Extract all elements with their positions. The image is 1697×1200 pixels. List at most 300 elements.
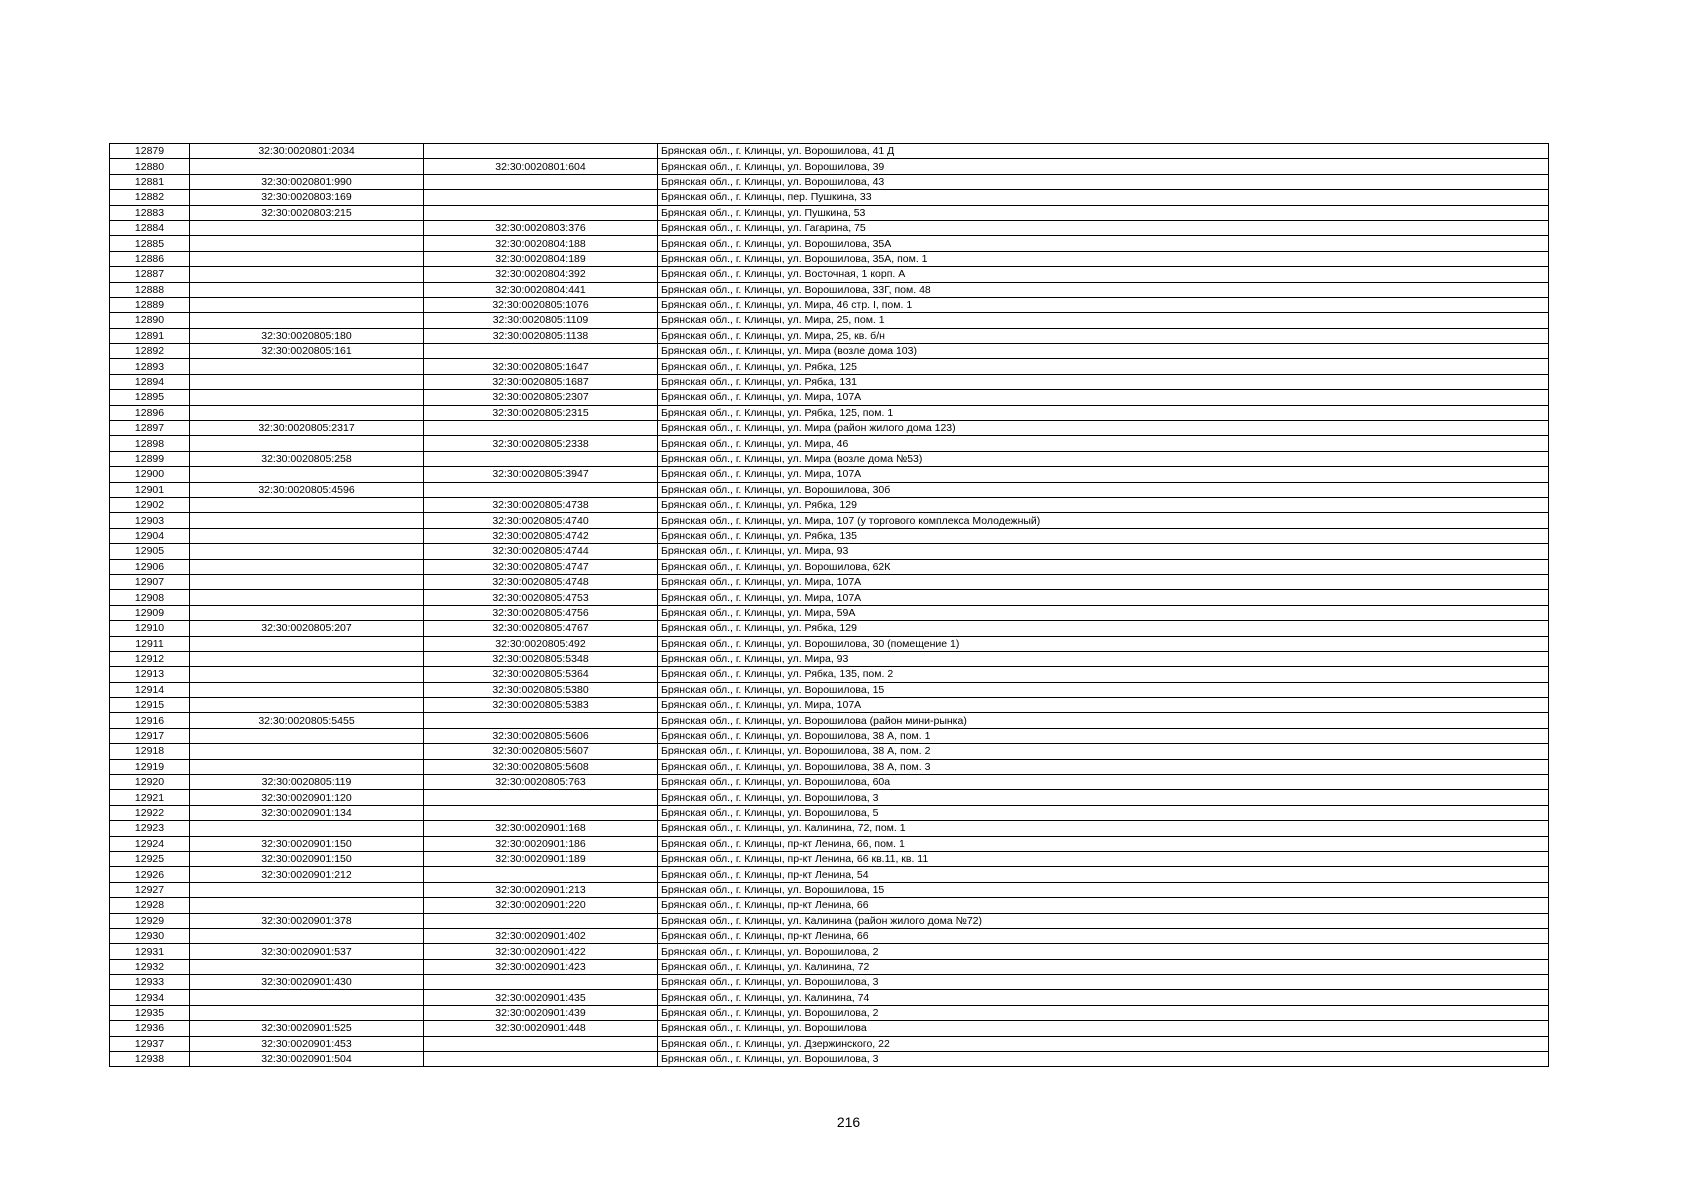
table-row xyxy=(110,651,1549,666)
row-number-cell: 12903 xyxy=(110,513,190,528)
building-cadastral-number-cell: 32:30:0020805:4767 xyxy=(424,621,658,636)
land-cadastral-number-cell: 32:30:0020803:215 xyxy=(190,205,424,220)
building-cadastral-number-cell xyxy=(424,1052,658,1067)
building-cadastral-number-cell: 32:30:0020901:448 xyxy=(424,1021,658,1036)
row-number-cell: 12924 xyxy=(110,836,190,851)
building-cadastral-number-cell: 32:30:0020901:189 xyxy=(424,851,658,866)
table-row xyxy=(110,805,1549,820)
land-cadastral-number-cell xyxy=(190,497,424,512)
registry-table-body xyxy=(110,144,1549,1067)
address-cell: Брянская обл., г. Клинцы, ул. Ворошилова, 60а xyxy=(658,775,1549,790)
row-number-cell: 12927 xyxy=(110,882,190,897)
address-cell: Брянская обл., г. Клинцы, ул. Калинина, 74 xyxy=(658,990,1549,1005)
row-number-cell: 12932 xyxy=(110,959,190,974)
table-row xyxy=(110,667,1549,682)
building-cadastral-number-cell xyxy=(424,421,658,436)
address-cell: Брянская обл., г. Клинцы, ул. Ворошилова, 35А xyxy=(658,236,1549,251)
address-cell: Брянская обл., г. Клинцы, ул. Ворошилова, 35А, пом. 1 xyxy=(658,251,1549,266)
land-cadastral-number-cell: 32:30:0020901:150 xyxy=(190,836,424,851)
row-number-cell: 12909 xyxy=(110,605,190,620)
building-cadastral-number-cell xyxy=(424,913,658,928)
building-cadastral-number-cell: 32:30:0020805:2338 xyxy=(424,436,658,451)
building-cadastral-number-cell: 32:30:0020805:4740 xyxy=(424,513,658,528)
row-number-cell: 12894 xyxy=(110,374,190,389)
building-cadastral-number-cell: 32:30:0020805:4748 xyxy=(424,574,658,589)
row-number-cell: 12936 xyxy=(110,1021,190,1036)
row-number-cell: 12920 xyxy=(110,775,190,790)
table-row xyxy=(110,313,1549,328)
land-cadastral-number-cell: 32:30:0020805:161 xyxy=(190,344,424,359)
table-row xyxy=(110,759,1549,774)
row-number-cell: 12921 xyxy=(110,790,190,805)
row-number-cell: 12907 xyxy=(110,574,190,589)
row-number-cell: 12890 xyxy=(110,313,190,328)
table-row xyxy=(110,544,1549,559)
building-cadastral-number-cell: 32:30:0020901:435 xyxy=(424,990,658,1005)
table-row xyxy=(110,467,1549,482)
building-cadastral-number-cell: 32:30:0020901:213 xyxy=(424,882,658,897)
building-cadastral-number-cell: 32:30:0020804:392 xyxy=(424,267,658,282)
row-number-cell: 12914 xyxy=(110,682,190,697)
table-row xyxy=(110,1005,1549,1020)
address-cell: Брянская обл., г. Клинцы, ул. Ворошилова, 43 xyxy=(658,174,1549,189)
address-cell: Брянская обл., г. Клинцы, ул. Ворошилова, 2 xyxy=(658,944,1549,959)
building-cadastral-number-cell: 32:30:0020901:220 xyxy=(424,898,658,913)
land-cadastral-number-cell xyxy=(190,744,424,759)
table-row xyxy=(110,790,1549,805)
building-cadastral-number-cell: 32:30:0020901:402 xyxy=(424,928,658,943)
land-cadastral-number-cell xyxy=(190,528,424,543)
row-number-cell: 12926 xyxy=(110,867,190,882)
registry-table xyxy=(109,143,1549,1067)
row-number-cell: 12934 xyxy=(110,990,190,1005)
address-cell: Брянская обл., г. Клинцы, ул. Рябка, 129 xyxy=(658,497,1549,512)
building-cadastral-number-cell: 32:30:0020803:376 xyxy=(424,220,658,235)
land-cadastral-number-cell xyxy=(190,436,424,451)
table-row xyxy=(110,251,1549,266)
table-row xyxy=(110,1021,1549,1036)
building-cadastral-number-cell: 32:30:0020805:5380 xyxy=(424,682,658,697)
land-cadastral-number-cell xyxy=(190,667,424,682)
table-row xyxy=(110,236,1549,251)
address-cell: Брянская обл., г. Клинцы, ул. Ворошилова, 39 xyxy=(658,159,1549,174)
address-cell: Брянская обл., г. Клинцы, ул. Мира, 59А xyxy=(658,605,1549,620)
building-cadastral-number-cell xyxy=(424,344,658,359)
row-number-cell: 12923 xyxy=(110,821,190,836)
row-number-cell: 12929 xyxy=(110,913,190,928)
building-cadastral-number-cell: 32:30:0020805:1687 xyxy=(424,374,658,389)
address-cell: Брянская обл., г. Клинцы, пр-кт Ленина, 66 кв.11, кв. 11 xyxy=(658,851,1549,866)
row-number-cell: 12881 xyxy=(110,174,190,189)
table-row xyxy=(110,205,1549,220)
building-cadastral-number-cell: 32:30:0020805:5608 xyxy=(424,759,658,774)
table-row xyxy=(110,882,1549,897)
row-number-cell: 12884 xyxy=(110,220,190,235)
address-cell: Брянская обл., г. Клинцы, ул. Ворошилова xyxy=(658,1021,1549,1036)
building-cadastral-number-cell: 32:30:0020805:2307 xyxy=(424,390,658,405)
table-row xyxy=(110,482,1549,497)
row-number-cell: 12933 xyxy=(110,975,190,990)
row-number-cell: 12902 xyxy=(110,497,190,512)
building-cadastral-number-cell: 32:30:0020805:3947 xyxy=(424,467,658,482)
table-row xyxy=(110,390,1549,405)
land-cadastral-number-cell xyxy=(190,759,424,774)
address-cell: Брянская обл., г. Клинцы, ул. Ворошилова, 3 xyxy=(658,975,1549,990)
address-cell: Брянская обл., г. Клинцы, ул. Ворошилова, 62К xyxy=(658,559,1549,574)
row-number-cell: 12886 xyxy=(110,251,190,266)
table-row xyxy=(110,698,1549,713)
address-cell: Брянская обл., г. Клинцы, ул. Ворошилова, 30 (помещение 1) xyxy=(658,636,1549,651)
land-cadastral-number-cell: 32:30:0020901:453 xyxy=(190,1036,424,1051)
building-cadastral-number-cell xyxy=(424,790,658,805)
land-cadastral-number-cell: 32:30:0020803:169 xyxy=(190,190,424,205)
row-number-cell: 12919 xyxy=(110,759,190,774)
address-cell: Брянская обл., г. Клинцы, ул. Рябка, 129 xyxy=(658,621,1549,636)
address-cell: Брянская обл., г. Клинцы, ул. Мира (возле дома №53) xyxy=(658,451,1549,466)
land-cadastral-number-cell xyxy=(190,159,424,174)
building-cadastral-number-cell: 32:30:0020804:188 xyxy=(424,236,658,251)
land-cadastral-number-cell xyxy=(190,405,424,420)
table-row xyxy=(110,559,1549,574)
row-number-cell: 12895 xyxy=(110,390,190,405)
table-row xyxy=(110,621,1549,636)
table-row xyxy=(110,744,1549,759)
address-cell: Брянская обл., г. Клинцы, ул. Мира, 107А xyxy=(658,390,1549,405)
address-cell: Брянская обл., г. Клинцы, ул. Ворошилова, 38 А, пом. 1 xyxy=(658,728,1549,743)
table-row xyxy=(110,528,1549,543)
land-cadastral-number-cell xyxy=(190,698,424,713)
row-number-cell: 12905 xyxy=(110,544,190,559)
building-cadastral-number-cell: 32:30:0020901:422 xyxy=(424,944,658,959)
land-cadastral-number-cell: 32:30:0020901:134 xyxy=(190,805,424,820)
table-row xyxy=(110,851,1549,866)
row-number-cell: 12898 xyxy=(110,436,190,451)
building-cadastral-number-cell: 32:30:0020805:5383 xyxy=(424,698,658,713)
row-number-cell: 12922 xyxy=(110,805,190,820)
address-cell: Брянская обл., г. Клинцы, ул. Калинина, 72 xyxy=(658,959,1549,974)
land-cadastral-number-cell xyxy=(190,359,424,374)
row-number-cell: 12906 xyxy=(110,559,190,574)
land-cadastral-number-cell: 32:30:0020901:378 xyxy=(190,913,424,928)
land-cadastral-number-cell xyxy=(190,728,424,743)
building-cadastral-number-cell: 32:30:0020804:441 xyxy=(424,282,658,297)
building-cadastral-number-cell: 32:30:0020901:168 xyxy=(424,821,658,836)
table-row xyxy=(110,928,1549,943)
land-cadastral-number-cell xyxy=(190,251,424,266)
address-cell: Брянская обл., г. Клинцы, ул. Мира, 107 (у торгового комплекса Молодежный) xyxy=(658,513,1549,528)
row-number-cell: 12896 xyxy=(110,405,190,420)
table-row xyxy=(110,159,1549,174)
address-cell: Брянская обл., г. Клинцы, ул. Ворошилова, 15 xyxy=(658,882,1549,897)
row-number-cell: 12916 xyxy=(110,713,190,728)
row-number-cell: 12899 xyxy=(110,451,190,466)
table-row xyxy=(110,775,1549,790)
address-cell: Брянская обл., г. Клинцы, ул. Калинина (район жилого дома №72) xyxy=(658,913,1549,928)
land-cadastral-number-cell: 32:30:0020901:525 xyxy=(190,1021,424,1036)
address-cell: Брянская обл., г. Клинцы, ул. Дзержинского, 22 xyxy=(658,1036,1549,1051)
table-row xyxy=(110,374,1549,389)
address-cell: Брянская обл., г. Клинцы, ул. Мира, 107А xyxy=(658,590,1549,605)
row-number-cell: 12915 xyxy=(110,698,190,713)
building-cadastral-number-cell: 32:30:0020805:2315 xyxy=(424,405,658,420)
address-cell: Брянская обл., г. Клинцы, ул. Мира, 93 xyxy=(658,544,1549,559)
table-row xyxy=(110,497,1549,512)
row-number-cell: 12910 xyxy=(110,621,190,636)
land-cadastral-number-cell: 32:30:0020801:2034 xyxy=(190,144,424,159)
address-cell: Брянская обл., г. Клинцы, пр-кт Ленина, 54 xyxy=(658,867,1549,882)
address-cell: Брянская обл., г. Клинцы, ул. Гагарина, 75 xyxy=(658,220,1549,235)
table-row xyxy=(110,867,1549,882)
building-cadastral-number-cell: 32:30:0020805:4742 xyxy=(424,528,658,543)
building-cadastral-number-cell: 32:30:0020805:5348 xyxy=(424,651,658,666)
land-cadastral-number-cell xyxy=(190,297,424,312)
land-cadastral-number-cell xyxy=(190,220,424,235)
building-cadastral-number-cell: 32:30:0020805:4747 xyxy=(424,559,658,574)
building-cadastral-number-cell xyxy=(424,1036,658,1051)
table-row xyxy=(110,436,1549,451)
land-cadastral-number-cell xyxy=(190,928,424,943)
building-cadastral-number-cell: 32:30:0020805:4753 xyxy=(424,590,658,605)
table-row xyxy=(110,1052,1549,1067)
land-cadastral-number-cell: 32:30:0020901:212 xyxy=(190,867,424,882)
land-cadastral-number-cell: 32:30:0020901:430 xyxy=(190,975,424,990)
table-row xyxy=(110,451,1549,466)
land-cadastral-number-cell: 32:30:0020805:4596 xyxy=(190,482,424,497)
address-cell: Брянская обл., г. Клинцы, ул. Мира, 93 xyxy=(658,651,1549,666)
land-cadastral-number-cell: 32:30:0020801:990 xyxy=(190,174,424,189)
address-cell: Брянская обл., г. Клинцы, ул. Мира, 107А xyxy=(658,467,1549,482)
row-number-cell: 12908 xyxy=(110,590,190,605)
land-cadastral-number-cell xyxy=(190,390,424,405)
row-number-cell: 12880 xyxy=(110,159,190,174)
table-row xyxy=(110,913,1549,928)
page-number: 216 xyxy=(836,1114,861,1130)
table-row xyxy=(110,513,1549,528)
building-cadastral-number-cell: 32:30:0020805:5606 xyxy=(424,728,658,743)
building-cadastral-number-cell: 32:30:0020901:439 xyxy=(424,1005,658,1020)
land-cadastral-number-cell xyxy=(190,682,424,697)
land-cadastral-number-cell xyxy=(190,467,424,482)
building-cadastral-number-cell: 32:30:0020805:492 xyxy=(424,636,658,651)
row-number-cell: 12900 xyxy=(110,467,190,482)
address-cell: Брянская обл., г. Клинцы, ул. Калинина, 72, пом. 1 xyxy=(658,821,1549,836)
address-cell: Брянская обл., г. Клинцы, ул. Рябка, 135, пом. 2 xyxy=(658,667,1549,682)
address-cell: Брянская обл., г. Клинцы, ул. Ворошилова, 30б xyxy=(658,482,1549,497)
table-row xyxy=(110,836,1549,851)
land-cadastral-number-cell xyxy=(190,898,424,913)
row-number-cell: 12937 xyxy=(110,1036,190,1051)
table-row xyxy=(110,574,1549,589)
land-cadastral-number-cell xyxy=(190,590,424,605)
land-cadastral-number-cell: 32:30:0020805:207 xyxy=(190,621,424,636)
address-cell: Брянская обл., г. Клинцы, ул. Мира (возле дома 103) xyxy=(658,344,1549,359)
row-number-cell: 12931 xyxy=(110,944,190,959)
address-cell: Брянская обл., г. Клинцы, ул. Мира, 107А xyxy=(658,574,1549,589)
row-number-cell: 12911 xyxy=(110,636,190,651)
address-cell: Брянская обл., г. Клинцы, ул. Рябка, 135 xyxy=(658,528,1549,543)
address-cell: Брянская обл., г. Клинцы, ул. Мира, 107А xyxy=(658,698,1549,713)
table-row xyxy=(110,297,1549,312)
land-cadastral-number-cell: 32:30:0020805:180 xyxy=(190,328,424,343)
address-cell: Брянская обл., г. Клинцы, ул. Рябка, 125 xyxy=(658,359,1549,374)
land-cadastral-number-cell: 32:30:0020805:258 xyxy=(190,451,424,466)
land-cadastral-number-cell xyxy=(190,267,424,282)
table-row xyxy=(110,990,1549,1005)
land-cadastral-number-cell xyxy=(190,313,424,328)
building-cadastral-number-cell: 32:30:0020805:4756 xyxy=(424,605,658,620)
land-cadastral-number-cell: 32:30:0020805:119 xyxy=(190,775,424,790)
land-cadastral-number-cell: 32:30:0020901:150 xyxy=(190,851,424,866)
land-cadastral-number-cell xyxy=(190,651,424,666)
building-cadastral-number-cell: 32:30:0020801:604 xyxy=(424,159,658,174)
building-cadastral-number-cell: 32:30:0020805:4744 xyxy=(424,544,658,559)
row-number-cell: 12901 xyxy=(110,482,190,497)
building-cadastral-number-cell: 32:30:0020805:763 xyxy=(424,775,658,790)
building-cadastral-number-cell: 32:30:0020805:1138 xyxy=(424,328,658,343)
land-cadastral-number-cell: 32:30:0020805:2317 xyxy=(190,421,424,436)
table-row xyxy=(110,267,1549,282)
table-row xyxy=(110,174,1549,189)
table-row xyxy=(110,1036,1549,1051)
building-cadastral-number-cell xyxy=(424,713,658,728)
building-cadastral-number-cell: 32:30:0020805:4738 xyxy=(424,497,658,512)
building-cadastral-number-cell xyxy=(424,867,658,882)
row-number-cell: 12897 xyxy=(110,421,190,436)
address-cell: Брянская обл., г. Клинцы, ул. Восточная, 1 корп. А xyxy=(658,267,1549,282)
table-row xyxy=(110,282,1549,297)
land-cadastral-number-cell: 32:30:0020901:504 xyxy=(190,1052,424,1067)
building-cadastral-number-cell xyxy=(424,144,658,159)
table-row xyxy=(110,359,1549,374)
land-cadastral-number-cell xyxy=(190,282,424,297)
row-number-cell: 12935 xyxy=(110,1005,190,1020)
table-row xyxy=(110,636,1549,651)
row-number-cell: 12879 xyxy=(110,144,190,159)
land-cadastral-number-cell xyxy=(190,821,424,836)
land-cadastral-number-cell xyxy=(190,990,424,1005)
row-number-cell: 12892 xyxy=(110,344,190,359)
land-cadastral-number-cell xyxy=(190,882,424,897)
row-number-cell: 12913 xyxy=(110,667,190,682)
building-cadastral-number-cell xyxy=(424,174,658,189)
row-number-cell: 12938 xyxy=(110,1052,190,1067)
building-cadastral-number-cell: 32:30:0020804:189 xyxy=(424,251,658,266)
row-number-cell: 12917 xyxy=(110,728,190,743)
land-cadastral-number-cell xyxy=(190,1005,424,1020)
address-cell: Брянская обл., г. Клинцы, ул. Мира, 46 стр. I, пом. 1 xyxy=(658,297,1549,312)
address-cell: Брянская обл., г. Клинцы, ул. Ворошилова, 33Г, пом. 48 xyxy=(658,282,1549,297)
land-cadastral-number-cell: 32:30:0020805:5455 xyxy=(190,713,424,728)
row-number-cell: 12930 xyxy=(110,928,190,943)
building-cadastral-number-cell: 32:30:0020805:5607 xyxy=(424,744,658,759)
row-number-cell: 12918 xyxy=(110,744,190,759)
row-number-cell: 12893 xyxy=(110,359,190,374)
row-number-cell: 12882 xyxy=(110,190,190,205)
table-row xyxy=(110,605,1549,620)
row-number-cell: 12885 xyxy=(110,236,190,251)
address-cell: Брянская обл., г. Клинцы, ул. Рябка, 125, пом. 1 xyxy=(658,405,1549,420)
row-number-cell: 12912 xyxy=(110,651,190,666)
table-row xyxy=(110,344,1549,359)
row-number-cell: 12891 xyxy=(110,328,190,343)
building-cadastral-number-cell: 32:30:0020901:423 xyxy=(424,959,658,974)
address-cell: Брянская обл., г. Клинцы, ул. Ворошилова, 3 xyxy=(658,1052,1549,1067)
table-row xyxy=(110,682,1549,697)
table-row xyxy=(110,590,1549,605)
building-cadastral-number-cell xyxy=(424,205,658,220)
land-cadastral-number-cell xyxy=(190,605,424,620)
land-cadastral-number-cell xyxy=(190,636,424,651)
table-row xyxy=(110,144,1549,159)
building-cadastral-number-cell: 32:30:0020805:5364 xyxy=(424,667,658,682)
row-number-cell: 12888 xyxy=(110,282,190,297)
address-cell: Брянская обл., г. Клинцы, ул. Ворошилова (район мини-рынка) xyxy=(658,713,1549,728)
building-cadastral-number-cell: 32:30:0020805:1109 xyxy=(424,313,658,328)
address-cell: Брянская обл., г. Клинцы, ул. Ворошилова, 2 xyxy=(658,1005,1549,1020)
address-cell: Брянская обл., г. Клинцы, пр-кт Ленина, 66, пом. 1 xyxy=(658,836,1549,851)
land-cadastral-number-cell xyxy=(190,574,424,589)
land-cadastral-number-cell: 32:30:0020901:120 xyxy=(190,790,424,805)
address-cell: Брянская обл., г. Клинцы, ул. Ворошилова, 3 xyxy=(658,790,1549,805)
address-cell: Брянская обл., г. Клинцы, ул. Ворошилова, 15 xyxy=(658,682,1549,697)
row-number-cell: 12928 xyxy=(110,898,190,913)
land-cadastral-number-cell xyxy=(190,236,424,251)
table-row xyxy=(110,405,1549,420)
address-cell: Брянская обл., г. Клинцы, ул. Мира, 25, кв. б/н xyxy=(658,328,1549,343)
address-cell: Брянская обл., г. Клинцы, ул. Пушкина, 53 xyxy=(658,205,1549,220)
address-cell: Брянская обл., г. Клинцы, ул. Мира, 46 xyxy=(658,436,1549,451)
building-cadastral-number-cell xyxy=(424,482,658,497)
address-cell: Брянская обл., г. Клинцы, ул. Ворошилова, 38 А, пом. 3 xyxy=(658,759,1549,774)
table-row xyxy=(110,220,1549,235)
table-row xyxy=(110,421,1549,436)
land-cadastral-number-cell xyxy=(190,959,424,974)
table-row xyxy=(110,713,1549,728)
building-cadastral-number-cell: 32:30:0020805:1076 xyxy=(424,297,658,312)
row-number-cell: 12883 xyxy=(110,205,190,220)
land-cadastral-number-cell xyxy=(190,544,424,559)
building-cadastral-number-cell: 32:30:0020805:1647 xyxy=(424,359,658,374)
table-row xyxy=(110,728,1549,743)
address-cell: Брянская обл., г. Клинцы, ул. Ворошилова, 41 Д xyxy=(658,144,1549,159)
table-row xyxy=(110,898,1549,913)
building-cadastral-number-cell xyxy=(424,451,658,466)
address-cell: Брянская обл., г. Клинцы, ул. Рябка, 131 xyxy=(658,374,1549,389)
building-cadastral-number-cell xyxy=(424,190,658,205)
address-cell: Брянская обл., г. Клинцы, пр-кт Ленина, 66 xyxy=(658,898,1549,913)
building-cadastral-number-cell: 32:30:0020901:186 xyxy=(424,836,658,851)
address-cell: Брянская обл., г. Клинцы, ул. Мира, 25, пом. 1 xyxy=(658,313,1549,328)
land-cadastral-number-cell xyxy=(190,559,424,574)
address-cell: Брянская обл., г. Клинцы, ул. Ворошилова, 5 xyxy=(658,805,1549,820)
building-cadastral-number-cell xyxy=(424,805,658,820)
land-cadastral-number-cell: 32:30:0020901:537 xyxy=(190,944,424,959)
address-cell: Брянская обл., г. Клинцы, пер. Пушкина, 33 xyxy=(658,190,1549,205)
table-row xyxy=(110,975,1549,990)
table-row xyxy=(110,328,1549,343)
address-cell: Брянская обл., г. Клинцы, ул. Ворошилова, 38 А, пом. 2 xyxy=(658,744,1549,759)
table-row xyxy=(110,959,1549,974)
table-row xyxy=(110,821,1549,836)
row-number-cell: 12925 xyxy=(110,851,190,866)
table-row xyxy=(110,944,1549,959)
row-number-cell: 12889 xyxy=(110,297,190,312)
land-cadastral-number-cell xyxy=(190,513,424,528)
building-cadastral-number-cell xyxy=(424,975,658,990)
address-cell: Брянская обл., г. Клинцы, ул. Мира (район жилого дома 123) xyxy=(658,421,1549,436)
address-cell: Брянская обл., г. Клинцы, пр-кт Ленина, 66 xyxy=(658,928,1549,943)
land-cadastral-number-cell xyxy=(190,374,424,389)
